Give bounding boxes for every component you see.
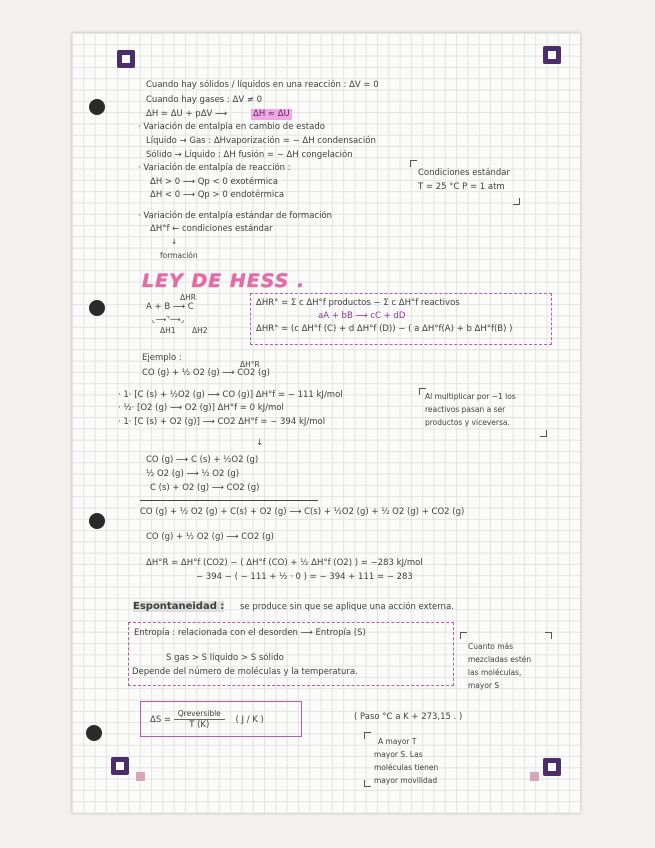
- rearranged-line: CO (g) ⟶ C (s) + ½O2 (g): [146, 455, 259, 465]
- hess-formula-1: ΔHR° = Σ c ΔH°f productos − Σ c ΔH°f reactivos: [256, 298, 460, 308]
- side-note: reactivos pasan a ser: [425, 405, 506, 414]
- calc-line: − 394 − ( − 111 + ½ · 0 ) = − 394 + 111 = − 283: [196, 572, 413, 582]
- side-note: mayor S: [468, 681, 500, 690]
- rearranged-line: ½ O2 (g) ⟶ ½ O2 (g): [146, 469, 240, 479]
- arrow-down-icon: ↓: [256, 438, 264, 448]
- hess-formula-2: aA + bB ⟶ cC + dD: [318, 311, 406, 321]
- side-note: mayor movilidad: [374, 776, 438, 785]
- entropy-line: Entropía : relacionada con el desorden ⟶ Entropía (S): [134, 628, 366, 638]
- kelvin-conversion: ( Paso °C a K + 273,15 . ): [354, 712, 463, 722]
- entropy-line: Depende del número de moléculas y la temperatura.: [132, 667, 358, 677]
- side-note: las moléculas,: [468, 668, 522, 677]
- step-line: · 1· [C (s) + ½O2 (g) ⟶ CO (g)] ΔH°f = − 111 kJ/mol: [118, 390, 343, 400]
- side-note: A mayor T: [378, 737, 417, 746]
- note-line: · Variación de entalpía en cambio de estado: [138, 122, 325, 132]
- binder-hole-4: [86, 725, 102, 741]
- bracket-tl: [410, 160, 417, 167]
- step-line: · ½· [O2 (g) ⟶ O2 (g)] ΔH°f = 0 kJ/mol: [118, 403, 284, 413]
- side-note: Cuanto más: [468, 642, 514, 651]
- step-line: · 1· [C (s) + O2 (g)] ⟶ CO2 ΔH°f = − 394 kJ/mol: [118, 417, 326, 427]
- side-note: Al multiplicar por −1 los: [425, 392, 516, 401]
- corner-pink-square-right: [530, 772, 539, 781]
- note-line: Cuando hay gases : ΔV ≠ 0: [146, 95, 263, 105]
- note-line: Líquido → Gas : ΔHvaporización = − ΔH condensación: [146, 136, 376, 146]
- corner-mark-top-right: [543, 46, 561, 64]
- hess-diagram-h2: ΔH2: [192, 326, 208, 335]
- note-line: Sólido → Líquido : ΔH fusión = − ΔH congelación: [146, 150, 353, 160]
- hess-diagram-h1: ΔH1: [160, 326, 176, 335]
- spontaneity-definition: se produce sin que se aplique una acción externa.: [240, 602, 454, 612]
- bracket-tl: [364, 732, 371, 739]
- section-title: LEY DE HESS .: [142, 270, 306, 292]
- binder-hole-1: [89, 99, 105, 115]
- conditions-title: Condiciones estándar: [418, 168, 510, 178]
- entropy-fraction: [174, 708, 225, 731]
- bracket-br: [540, 430, 547, 437]
- calc-line: ΔH°R = ΔH°f (CO2) − ( ΔH°f (CO) + ½ ΔH°f (O2) ) = −283 kJ/mol: [146, 558, 423, 568]
- side-note: moléculas tienen: [374, 763, 439, 772]
- entropy-fraction-numerator: Qreversible: [174, 708, 225, 720]
- highlighted-approximation: ΔH ≈ ΔU: [253, 109, 290, 119]
- note-line: formación: [160, 251, 198, 260]
- rearranged-line: C (s) + O2 (g) ⟶ CO2 (g): [150, 483, 260, 493]
- entropy-formula-lhs: ΔS =: [150, 715, 172, 725]
- note-line: · Variación de entalpía de reacción :: [138, 163, 291, 173]
- sum-rule: [140, 500, 318, 501]
- side-note: productos y viceversa.: [425, 418, 510, 427]
- example-reaction-label: ΔH°R: [240, 360, 260, 369]
- binder-hole-3: [89, 513, 105, 529]
- corner-mark-bottom-left: [111, 757, 129, 775]
- bracket-br: [364, 780, 371, 787]
- example-label: Ejemplo :: [142, 353, 182, 363]
- net-reaction: CO (g) + ½ O2 (g) ⟶ CO2 (g): [146, 532, 275, 542]
- entropy-formula: [150, 708, 264, 731]
- hess-path-arrows-icon: ⌞⟶⌝⟶⌟: [152, 315, 185, 324]
- note-line: ΔH > 0 ⟶ Qp < 0 exotérmica: [150, 177, 278, 187]
- hess-diagram-label: ΔHR: [180, 293, 196, 302]
- spontaneity-label: Espontaneidad :: [133, 601, 225, 612]
- conditions-values: T = 25 °C P = 1 atm: [418, 182, 505, 192]
- note-line: ΔH < 0 ⟶ Qp > 0 endotérmica: [150, 190, 285, 200]
- bracket-br: [513, 198, 520, 205]
- hess-diagram-reaction: A + B ⟶ C: [146, 302, 194, 312]
- entropy-line: S gas > S líquido > S sólido: [166, 653, 284, 663]
- note-line: Cuando hay sólidos / líquidos en una reacción : ΔV = 0: [146, 80, 379, 90]
- side-note: mezcladas estén: [468, 655, 532, 664]
- sum-line: CO (g) + ½ O2 (g) + C(s) + O2 (g) ⟶ C(s) + ½O2 (g) + ½ O2 (g) + CO2 (g): [140, 507, 465, 517]
- side-note: mayor S. Las: [374, 750, 423, 759]
- corner-pink-square-left: [136, 772, 145, 781]
- corner-mark-bottom-right: [543, 758, 561, 776]
- arrow-down-icon: ↓: [171, 237, 178, 246]
- hess-formula-3: ΔHR° = (c ΔH°f (C) + d ΔH°f (D)) − ( a ΔH°f(A) + b ΔH°f(B) ): [256, 324, 513, 334]
- example-reaction: CO (g) + ½ O2 (g) ⟶ CO2 (g): [142, 368, 271, 378]
- corner-mark-top-left: [117, 50, 135, 68]
- entropy-units: ( J / K ): [235, 715, 264, 725]
- bracket-tl: [460, 632, 467, 639]
- bracket-tr: [545, 632, 552, 639]
- note-line: · Variación de entalpía estándar de formación: [138, 211, 333, 221]
- note-line: ΔH = ΔU + pΔV ⟶: [146, 109, 228, 119]
- binder-hole-2: [89, 300, 105, 316]
- entropy-fraction-denominator: T (K): [189, 720, 210, 730]
- note-line: ΔH°f ← condiciones estándar: [150, 224, 273, 234]
